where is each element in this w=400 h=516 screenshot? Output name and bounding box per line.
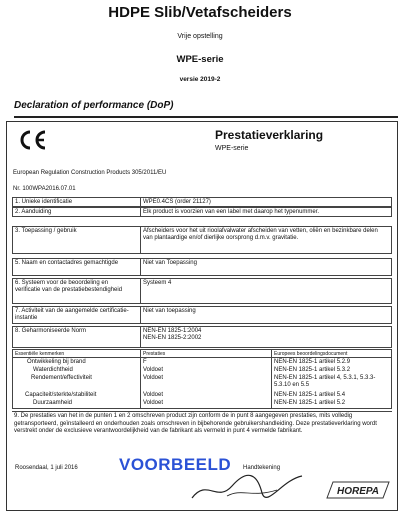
column-header: Europees beoordelingsdocument <box>274 351 348 357</box>
document-subtitle: Vrije opstelling <box>177 33 223 40</box>
place-date: Roosendaal, 1 juli 2016 <box>15 465 78 471</box>
characteristic-value: F <box>143 359 147 365</box>
characteristic-value: Voldoet <box>143 400 164 406</box>
characteristic-name: Capaciteit/sterkte/stabiliteit <box>25 392 97 398</box>
row-label: 6. Systeem voor de beoordeling en verificatie van de prestatiebestendigheid <box>15 280 123 293</box>
table-row <box>12 306 392 324</box>
row-label: 8. Geharmoniseerde Norm <box>15 328 87 334</box>
characteristic-name: Ontwikkeling bij brand <box>27 359 86 365</box>
characteristic-value: Voldoet <box>143 367 164 373</box>
characteristic-ref: NEN-EN 1825-1 artikel 5.3.2 <box>274 367 351 373</box>
performance-statement: 9. De prestaties van het in de punten 1 en 2 omschreven product zijn conform de in punt 8 aangegeven prestaties, mits volledig getransporteerd, geïnstalleerd en onderhouden zoals omschreven in bijbehorende gebruikershandleiding. Deze prestatieverklaring wordt verstrekt onder de exclusieve verantwoordelijkheid van de fabrikant als vermeld in punt 4 vermelde fabrikant. <box>12 411 392 459</box>
table-row <box>12 226 392 254</box>
column-header: Prestaties <box>143 351 166 357</box>
row-value: Systeem 4 <box>143 280 172 286</box>
row-label: 1. Unieke identificatie <box>15 199 73 205</box>
heading-divider <box>14 116 398 118</box>
declaration-title: Prestatieverklaring <box>215 128 324 142</box>
row-value: Niet van toepassing <box>143 308 196 314</box>
row-label: 7. Activiteit van de aangemelde certificatie-instantie <box>15 308 129 321</box>
characteristics-table <box>12 349 392 409</box>
row-value: Niet van Toepassing <box>143 260 197 266</box>
table-row <box>12 207 392 217</box>
declaration-series: WPE-serie <box>215 145 249 152</box>
characteristic-name: Rendement/effectiviteit <box>31 375 92 381</box>
characteristic-ref: NEN-EN 1825-1 artikel 5.2 <box>274 400 346 406</box>
ce-mark-icon <box>19 129 49 151</box>
characteristic-ref: NEN-EN 1825-1 artikel 5.4 <box>274 392 346 398</box>
dop-heading: Declaration of performance (DoP) <box>14 100 174 111</box>
row-value: NEN-EN 1825-1:2004 NEN-EN 1825-2:2002 <box>143 328 202 341</box>
version-label: versie 2019-2 <box>179 76 221 83</box>
row-label: 2. Aanduiding <box>15 209 52 215</box>
svg-text:HOREPA: HOREPA <box>336 486 380 497</box>
table-row <box>12 197 392 207</box>
characteristic-name: Duurzaamheid <box>33 400 73 406</box>
row-value: WPE0.4CS (order 21127) <box>143 199 211 205</box>
registration-number: Nr. 100WPA2016.07.01 <box>13 186 76 192</box>
characteristic-ref: NEN-EN 1825-1 artikel 5.2.9 <box>274 359 351 365</box>
characteristic-value: Voldoet <box>143 375 164 381</box>
row-value: Afscheiders voor het uit rioolafvalwater afscheiden van vetten, oliën en bezinkbare delen van plantaardige en/of dierlijke oorsprong d.m.v. gravitatie. <box>143 228 378 241</box>
characteristic-ref: NEN-EN 1825-1 artikel 4, 5.3.1, 5.3.3-5.3.10 en 5.5 <box>274 375 376 388</box>
declaration-document <box>6 121 398 511</box>
row-label: 5. Naam en contactadres gemachtigde <box>15 260 119 266</box>
characteristic-name: Waterdichtheid <box>33 367 73 373</box>
series-label: WPE-serie <box>176 54 224 65</box>
table-row <box>12 278 392 304</box>
table-row <box>12 326 392 348</box>
signature-label: Handtekening <box>243 465 281 471</box>
row-label: 3. Toepassing / gebruik <box>15 228 77 234</box>
regulation-text: European Regulation Construction Products 305/2011/EU <box>13 170 167 176</box>
document-title: HDPE Slib/Vetafscheiders <box>108 4 292 21</box>
characteristic-value: Voldoet <box>143 392 164 398</box>
watermark-text: VOORBEELD <box>119 455 232 474</box>
horepa-logo <box>325 480 391 500</box>
column-header: Essentiële kenmerken <box>15 351 65 357</box>
table-row <box>12 258 392 276</box>
row-value: Elk product is voorzien van een label met daarop het typenummer. <box>143 209 320 215</box>
